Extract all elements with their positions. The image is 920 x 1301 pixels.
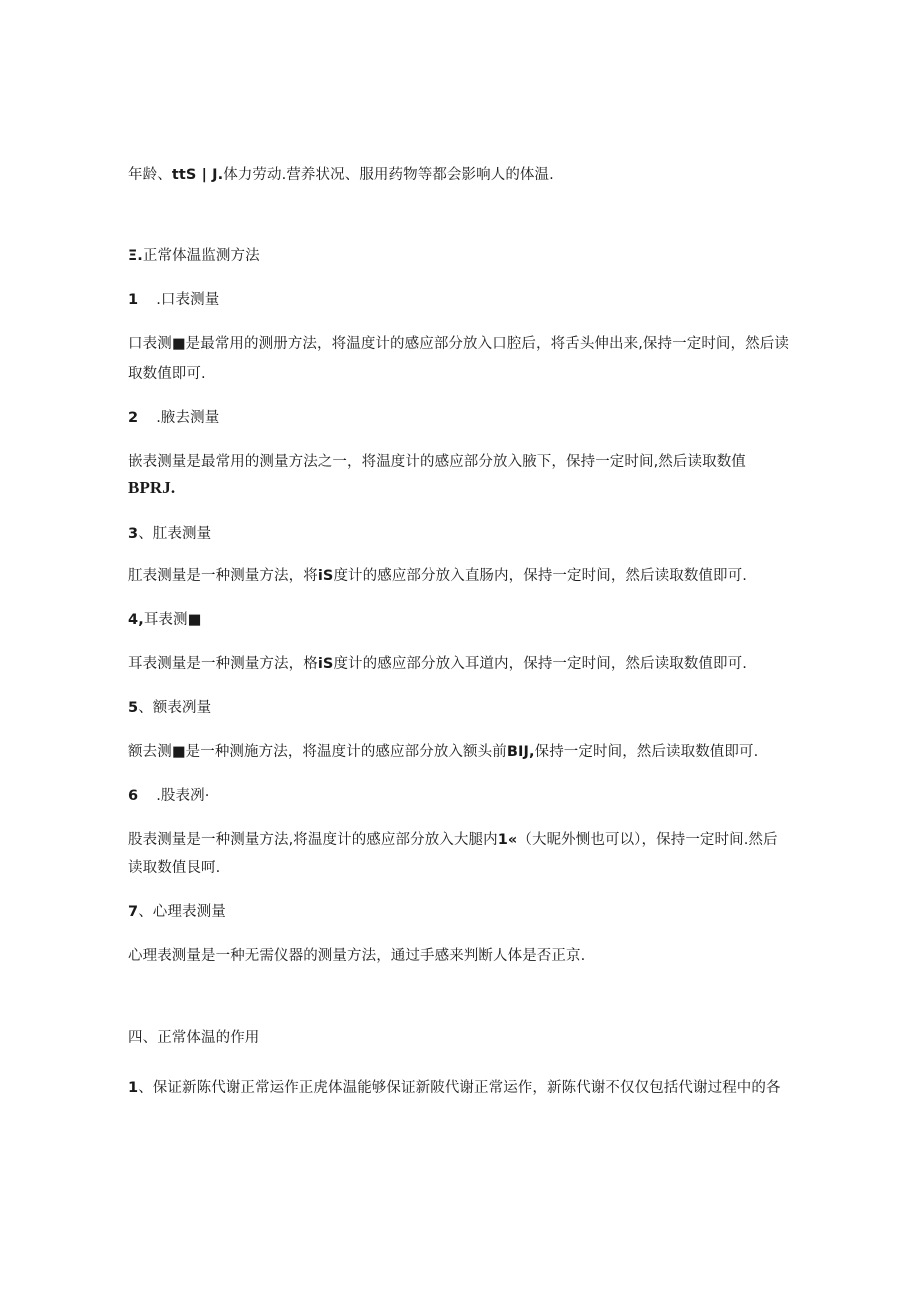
item-2-body-line-1: 嵌表测量是最常用的测量方法之一，将温度计的感应部分放入腋下，保持一定时间,然后读取数值 <box>128 454 746 470</box>
section-4-heading: 四、正常体温的作用 <box>128 1030 260 1046</box>
item-3-body-c: 度计的感应部分放入直肠内，保持一定时间，然后读取数值即可. <box>333 568 747 584</box>
intro-part-1: 年龄、 <box>128 167 172 183</box>
item-5-number: 5 <box>128 700 139 716</box>
item-5-title: 、额表冽量 <box>138 700 212 716</box>
item-4-title-mark: ■ <box>187 612 202 628</box>
item-3-body <box>128 566 798 586</box>
item-7-title: 、心理表测量 <box>138 904 226 920</box>
item-1-heading <box>128 290 798 310</box>
item-5-body-c: 是一种测施方法，将温度计的感应部分放入额头前 <box>185 744 507 760</box>
item-4-number: 4, <box>128 612 144 628</box>
item-1-title: .口表测量 <box>156 292 220 308</box>
item-5-body-d: BIJ, <box>506 744 535 760</box>
item-5-heading <box>128 698 798 718</box>
item-7-number: 7 <box>128 904 139 920</box>
section-3-number: Ξ. <box>128 248 143 264</box>
item-3-body-b: iS <box>317 568 334 584</box>
item-1-body-line-2: 取数值即可. <box>128 366 206 382</box>
item-5-body <box>128 742 798 762</box>
item-2-heading <box>128 408 798 428</box>
item-4-body <box>128 654 798 674</box>
section-3-title: 正常体温监测方法 <box>142 248 260 264</box>
item-1-body-line-1 <box>128 334 798 354</box>
intro-paragraph <box>128 165 798 185</box>
item-4-heading <box>128 610 798 630</box>
section-4-item-1-body: 、保证新陈代谢正常运作正虎体温能够保证新陂代谢正常运作，新陈代谢不仅仅包括代谢过程中的各 <box>138 1080 781 1096</box>
intro-part-2: ttS | J. <box>171 167 224 183</box>
item-6-title: .股表冽· <box>156 788 210 804</box>
intro-part-3: 体力劳动.营养状况、服用药物等都会影响人的体温. <box>223 167 554 183</box>
item-6-body-line-2: 读取数值艮呵. <box>128 860 221 876</box>
item-4-body-c: 度计的感应部分放入耳道内，保持一定时间，然后读取数值即可. <box>333 656 747 672</box>
item-7-heading <box>128 902 798 922</box>
item-4-body-b: iS <box>317 656 334 672</box>
item-3-heading <box>128 524 798 544</box>
item-6-body-c: （大昵外恻也可以），保持一定时间.然后 <box>517 832 778 848</box>
item-1-body-mark: ■ <box>171 336 186 352</box>
section-4-item-1-number: 1 <box>128 1080 139 1096</box>
section-4-item-1 <box>128 1078 798 1098</box>
item-1-number: 1 <box>128 292 139 308</box>
item-6-body-a: 股表测量是一种测量方法,将温度计的感应部分放入大腿内 <box>128 832 498 848</box>
item-6-number: 6 <box>128 788 139 804</box>
item-3-number: 3 <box>128 526 139 542</box>
section-3-heading <box>128 246 798 266</box>
item-2-body-line-2: BPRJ. <box>128 478 176 497</box>
item-4-body-a: 耳表测量是一种测量方法，格 <box>128 656 318 672</box>
item-4-title: 耳表测 <box>143 612 188 628</box>
item-3-title: 、肛表测量 <box>138 526 212 542</box>
item-6-heading <box>128 786 798 806</box>
item-2-title: .腋去测量 <box>156 410 220 426</box>
item-5-body-a: 额去测 <box>128 744 172 760</box>
item-2-number: 2 <box>128 410 139 426</box>
item-1-body-c: 是最常用的测册方法，将温度计的感应部分放入口腔后，将舌头伸出来,保持一定时间，然后读 <box>185 336 789 352</box>
item-3-body-a: 肛表测量是一种测量方法，将 <box>128 568 318 584</box>
item-6-body-b: 1« <box>497 832 518 848</box>
item-1-body-a: 口表测 <box>128 336 172 352</box>
item-6-body-line-1 <box>128 830 798 850</box>
item-5-body-e: 保持一定时间，然后读取数值即可. <box>534 744 759 760</box>
item-7-body: 心理表测量是一种无需仪器的测量方法，通过手感来判断人体是否正京. <box>128 948 586 964</box>
item-5-body-b: ■ <box>171 744 186 760</box>
